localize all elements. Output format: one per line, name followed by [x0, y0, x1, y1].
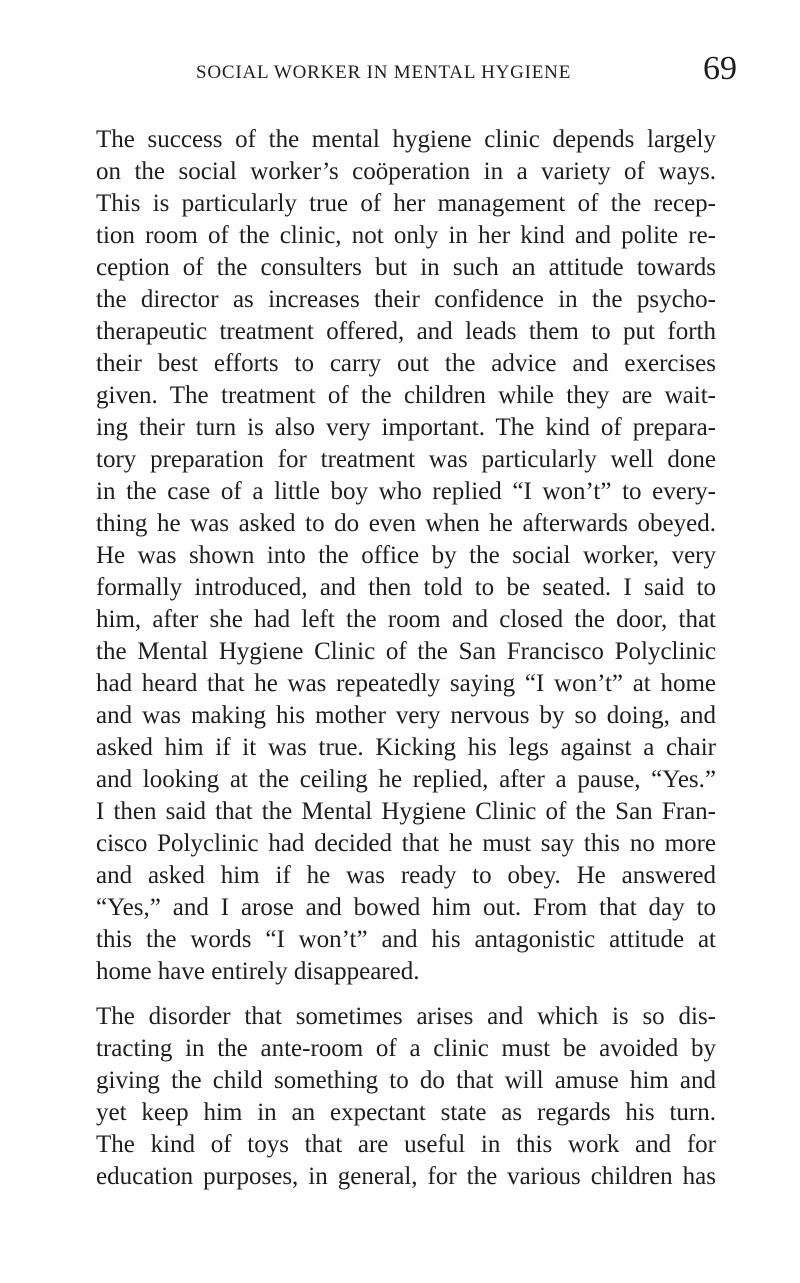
text-line: this the words “I won’t” and his antagonistic attitude at [96, 926, 716, 953]
running-title: SOCIAL WORKER IN MENTAL HYGIENE [196, 62, 572, 83]
page-number: 69 [703, 50, 737, 87]
text-line: on the social worker’s coöperation in a variety of ways. [96, 158, 716, 185]
text-line: The disorder that sometimes arises and which is so dis- [96, 1003, 716, 1030]
text-line: “Yes,” and I arose and bowed him out. From that day to [96, 894, 716, 921]
text-line: and asked him if he was ready to obey. He answered [96, 862, 716, 889]
text-line: The kind of toys that are useful in this work and for [96, 1131, 716, 1158]
text-line: home have entirely disappeared. [96, 958, 420, 985]
text-line: him, after she had left the room and closed the door, that [96, 606, 716, 633]
text-line: given. The treatment of the children while they are wait- [96, 382, 716, 409]
text-line: tory preparation for treatment was particularly well done [96, 446, 716, 473]
text-line: the Mental Hygiene Clinic of the San Francisco Polyclinic [96, 638, 716, 665]
text-line: ception of the consulters but in such an attitude towards [96, 254, 716, 281]
text-line: tion room of the clinic, not only in her kind and polite re- [96, 222, 716, 249]
text-line: therapeutic treatment offered, and leads them to put forth [96, 318, 716, 345]
text-line: giving the child something to do that will amuse him and [96, 1067, 716, 1094]
text-line: and looking at the ceiling he replied, after a pause, “Yes.” [96, 766, 716, 793]
text-line: tracting in the ante-room of a clinic must be avoided by [96, 1035, 716, 1062]
text-line: cisco Polyclinic had decided that he must say this no more [96, 830, 716, 857]
text-line: their best efforts to carry out the advice and exercises [96, 350, 716, 377]
text-line: the director as increases their confidence in the psycho- [96, 286, 716, 313]
text-line: asked him if it was true. Kicking his legs against a chair [96, 734, 716, 761]
text-line: The success of the mental hygiene clinic depends largely [96, 126, 716, 153]
text-line: and was making his mother very nervous by so doing, and [96, 702, 716, 729]
text-line: formally introduced, and then told to be seated. I said to [96, 574, 716, 601]
text-line: in the case of a little boy who replied “I won’t” to every- [96, 478, 716, 505]
text-line: He was shown into the office by the social worker, very [96, 542, 716, 569]
text-line: education purposes, in general, for the various children has [96, 1163, 716, 1190]
text-line: This is particularly true of her management of the recep- [96, 190, 716, 217]
text-line: I then said that the Mental Hygiene Clinic of the San Fran- [96, 798, 716, 825]
text-line: yet keep him in an expectant state as regards his turn. [96, 1099, 716, 1126]
text-line: had heard that he was repeatedly saying “I won’t” at home [96, 670, 716, 697]
text-line: ing their turn is also very important. The kind of prepara- [96, 414, 716, 441]
text-line: thing he was asked to do even when he afterwards obeyed. [96, 510, 716, 537]
